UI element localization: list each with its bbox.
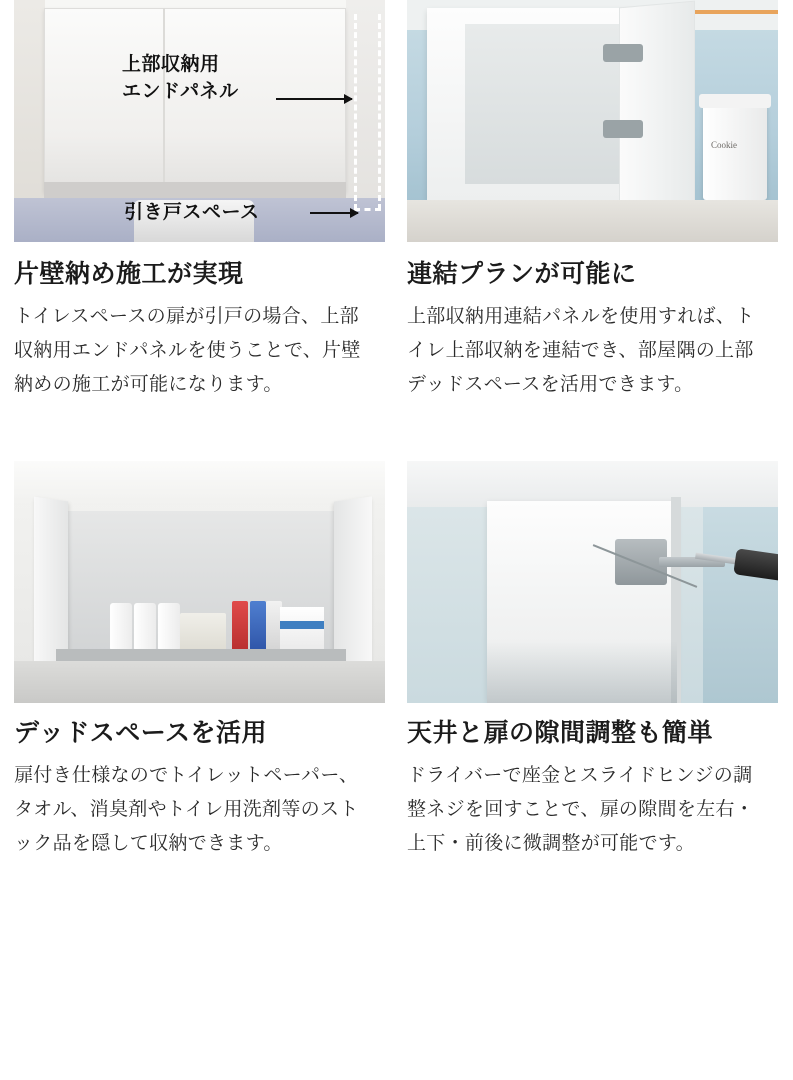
callout-label-end-panel — [122, 52, 239, 106]
card-body-gap-adjustment: ドライバーで座金とスライドヒンジの調整ネジを回すことで、扉の隙間を左右・上下・前後に微調整が可能です。 — [407, 765, 755, 855]
card-title-linked-plan: 連結プランが可能に — [407, 260, 637, 288]
feature-card-dead-space — [14, 461, 399, 860]
toilet-paper-roll — [110, 603, 132, 651]
callout-label-sliding-door-space: 引き戸スペース — [124, 202, 260, 223]
dashed-guide-line-left — [354, 14, 357, 210]
feature-card-one-wall-installation — [14, 0, 399, 401]
photo-hinge-screwdriver — [407, 461, 778, 703]
toilet-paper-roll — [158, 603, 180, 651]
callout-arrow-sliding-door-space — [310, 212, 358, 214]
canister-lid — [699, 94, 771, 108]
dashed-guide-line-right — [378, 14, 381, 210]
card-title-dead-space: デッドスペースを活用 — [14, 719, 268, 748]
stock-box — [280, 607, 324, 651]
cabinet-shadow — [487, 641, 677, 703]
ceiling-surface — [14, 461, 385, 505]
photo-cabinet-with-stock-items — [14, 461, 385, 703]
callout-label-end-panel-line2: エンドパネル — [122, 80, 239, 102]
lower-wall — [14, 661, 385, 703]
feature-card-gap-adjustment — [407, 461, 792, 860]
cabinet-underside — [44, 182, 346, 198]
hinge-upper — [603, 44, 643, 62]
cabinet-open-door — [619, 1, 695, 214]
floor-surface — [407, 200, 778, 242]
folded-towels — [180, 613, 226, 651]
callout-label-end-panel-line1: 上部収納用 — [122, 54, 220, 75]
hinge-lower — [603, 120, 643, 138]
photo-cabinet-end-panel — [14, 0, 385, 242]
card-body-linked-plan: 上部収納用連結パネルを使用すれば、トイレ上部収納を連結でき、部屋隅の上部デッドスペースを活用できます。 — [407, 306, 755, 395]
card-body-dead-space: 扉付き仕様なのでトイレットペーパー、タオル、消臭剤やトイレ用洗剤等のストック品を隠して収納できます。 — [14, 765, 359, 855]
cleaner-bottle — [232, 601, 248, 651]
feature-card-linked-plan — [407, 0, 792, 401]
card-title-one-wall-installation: 片壁納め施工が実現 — [14, 260, 244, 288]
card-title-gap-adjustment: 天井と扉の隙間調整も簡単 — [407, 719, 714, 748]
toilet-paper-roll — [134, 603, 156, 651]
canister-label: Cookie — [711, 140, 737, 150]
cleaner-bottle — [250, 601, 266, 651]
callout-arrow-end-panel — [276, 98, 352, 100]
stock-box-stripe — [280, 621, 324, 629]
photo-open-cabinet-blue-wall — [407, 0, 778, 242]
cabinet-shelf — [56, 649, 346, 661]
cabinet-door-left — [34, 497, 68, 672]
card-body-one-wall-installation: トイレスペースの扉が引戸の場合、上部収納用エンドパネルを使うことで、片壁納めの施工が可能になります。 — [14, 306, 361, 395]
cabinet-door-right — [334, 497, 372, 672]
screwdriver-shaft — [695, 553, 739, 565]
storage-canister — [703, 104, 767, 200]
